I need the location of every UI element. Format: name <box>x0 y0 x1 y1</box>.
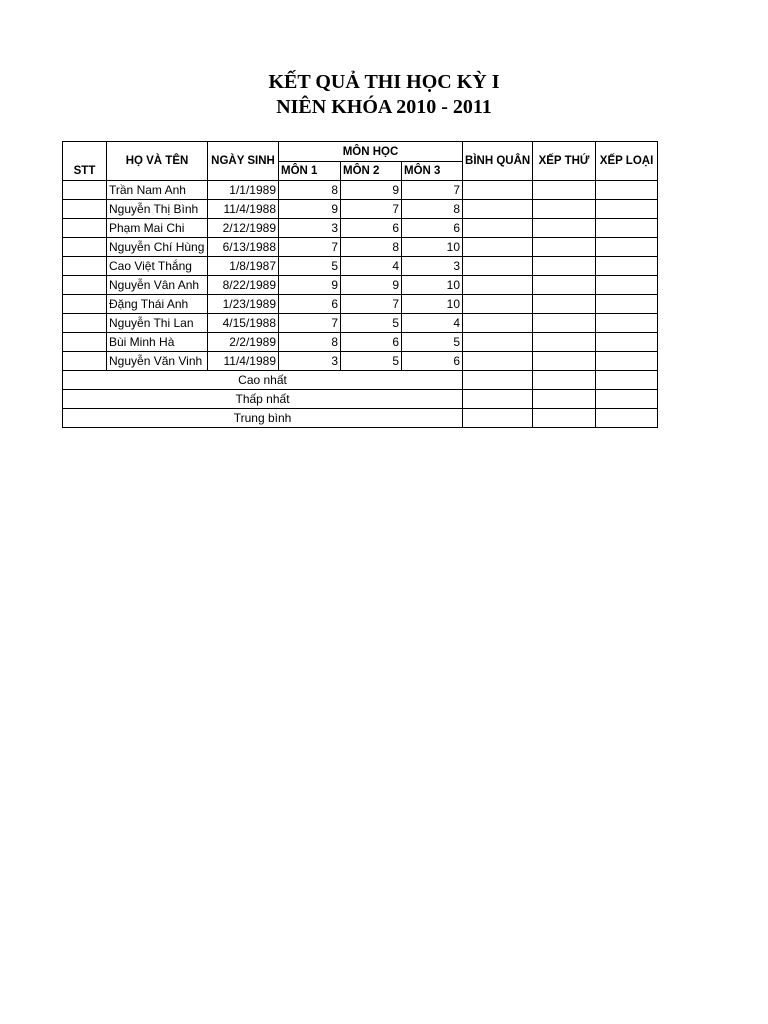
mon2-cell: 6 <box>341 219 402 238</box>
name-cell: Nguyễn Văn Vinh <box>107 352 208 371</box>
table-row <box>63 181 658 200</box>
dob-cell: 1/8/1987 <box>208 257 279 276</box>
dob-cell: 1/1/1989 <box>208 181 279 200</box>
mon2-cell: 7 <box>341 295 402 314</box>
dob-cell: 8/22/1989 <box>208 276 279 295</box>
header-average: BÌNH QUÂN <box>463 142 533 181</box>
name-cell: Đặng Thái Anh <box>107 295 208 314</box>
mon3-cell: 10 <box>402 295 463 314</box>
average-cell <box>463 200 533 219</box>
summary-label-min: Thấp nhất <box>63 390 463 409</box>
dob-cell: 2/2/1989 <box>208 333 279 352</box>
mon1-cell: 8 <box>279 333 341 352</box>
rank-cell <box>533 181 596 200</box>
average-cell <box>463 333 533 352</box>
stt-cell <box>63 333 107 352</box>
stt-cell <box>63 200 107 219</box>
summary-average-cell <box>463 409 533 428</box>
grade-cell <box>596 200 658 219</box>
mon1-cell: 9 <box>279 276 341 295</box>
mon3-cell: 6 <box>402 219 463 238</box>
name-cell: Nguyễn Vân Anh <box>107 276 208 295</box>
average-cell <box>463 314 533 333</box>
name-cell: Bùi Minh Hà <box>107 333 208 352</box>
header-subjects: MÔN HỌC <box>279 142 463 162</box>
rank-cell <box>533 257 596 276</box>
stt-cell <box>63 181 107 200</box>
average-cell <box>463 181 533 200</box>
table-row <box>63 238 658 257</box>
rank-cell <box>533 295 596 314</box>
summary-grade-cell <box>596 409 658 428</box>
rank-cell <box>533 333 596 352</box>
dob-cell: 6/13/1988 <box>208 238 279 257</box>
grade-cell <box>596 352 658 371</box>
header-name: HỌ VÀ TÊN <box>107 142 208 181</box>
grade-cell <box>596 276 658 295</box>
table-row <box>63 219 658 238</box>
mon2-cell: 7 <box>341 200 402 219</box>
mon1-cell: 3 <box>279 219 341 238</box>
dob-cell: 2/12/1989 <box>208 219 279 238</box>
stt-cell <box>63 314 107 333</box>
rank-cell <box>533 238 596 257</box>
mon2-cell: 9 <box>341 181 402 200</box>
dob-cell: 1/23/1989 <box>208 295 279 314</box>
summary-row-min <box>63 390 658 409</box>
mon1-cell: 7 <box>279 238 341 257</box>
rank-cell <box>533 352 596 371</box>
average-cell <box>463 276 533 295</box>
dob-cell: 4/15/1988 <box>208 314 279 333</box>
name-cell: Nguyễn Chí Hùng <box>107 238 208 257</box>
header-dob: NGÀY SINH <box>208 142 279 181</box>
mon1-cell: 7 <box>279 314 341 333</box>
header-mon2: MÔN 2 <box>341 162 402 181</box>
mon2-cell: 8 <box>341 238 402 257</box>
mon1-cell: 6 <box>279 295 341 314</box>
summary-grade-cell <box>596 390 658 409</box>
name-cell: Cao Việt Thắng <box>107 257 208 276</box>
header-grade: XẾP LOẠI <box>596 142 658 181</box>
summary-rank-cell <box>533 390 596 409</box>
grade-cell <box>596 238 658 257</box>
mon1-cell: 9 <box>279 200 341 219</box>
summary-label-max: Cao nhất <box>63 371 463 390</box>
mon3-cell: 3 <box>402 257 463 276</box>
mon3-cell: 10 <box>402 238 463 257</box>
mon1-cell: 8 <box>279 181 341 200</box>
average-cell <box>463 238 533 257</box>
grade-cell <box>596 181 658 200</box>
summary-rank-cell <box>533 409 596 428</box>
grade-cell <box>596 219 658 238</box>
rank-cell <box>533 219 596 238</box>
summary-label-mean: Trung bình <box>63 409 463 428</box>
dob-cell: 11/4/1989 <box>208 352 279 371</box>
summary-row-mean <box>63 409 658 428</box>
page-title: KẾT QUẢ THI HỌC KỲ I <box>268 71 500 93</box>
dob-cell: 11/4/1988 <box>208 200 279 219</box>
average-cell <box>463 257 533 276</box>
header-row-1 <box>63 142 658 162</box>
mon2-cell: 4 <box>341 257 402 276</box>
mon1-cell: 3 <box>279 352 341 371</box>
average-cell <box>463 295 533 314</box>
table-row <box>63 257 658 276</box>
average-cell <box>463 219 533 238</box>
mon2-cell: 5 <box>341 314 402 333</box>
name-cell: Phạm Mai Chi <box>107 219 208 238</box>
stt-cell <box>63 276 107 295</box>
table-row <box>63 333 658 352</box>
grade-cell <box>596 333 658 352</box>
header-stt: STT <box>63 142 107 181</box>
name-cell: Trần Nam Anh <box>107 181 208 200</box>
mon3-cell: 4 <box>402 314 463 333</box>
grade-cell <box>596 314 658 333</box>
mon3-cell: 5 <box>402 333 463 352</box>
mon3-cell: 8 <box>402 200 463 219</box>
stt-cell <box>63 352 107 371</box>
summary-average-cell <box>463 390 533 409</box>
summary-row-max <box>63 371 658 390</box>
rank-cell <box>533 276 596 295</box>
grade-cell <box>596 295 658 314</box>
results-table <box>62 141 658 428</box>
name-cell: Nguyễn Thi Lan <box>107 314 208 333</box>
mon3-cell: 6 <box>402 352 463 371</box>
stt-cell <box>63 257 107 276</box>
mon2-cell: 5 <box>341 352 402 371</box>
table-row <box>63 295 658 314</box>
table-row <box>63 314 658 333</box>
average-cell <box>463 352 533 371</box>
table-row <box>63 276 658 295</box>
stt-cell <box>63 238 107 257</box>
mon3-cell: 10 <box>402 276 463 295</box>
grade-cell <box>596 257 658 276</box>
stt-cell <box>63 219 107 238</box>
mon1-cell: 5 <box>279 257 341 276</box>
stt-cell <box>63 295 107 314</box>
mon3-cell: 7 <box>402 181 463 200</box>
name-cell: Nguyễn Thị Bình <box>107 200 208 219</box>
mon2-cell: 6 <box>341 333 402 352</box>
summary-rank-cell <box>533 371 596 390</box>
table-row <box>63 352 658 371</box>
mon2-cell: 9 <box>341 276 402 295</box>
rank-cell <box>533 200 596 219</box>
summary-grade-cell <box>596 371 658 390</box>
page-subtitle: NIÊN KHÓA 2010 - 2011 <box>276 96 492 118</box>
header-mon3: MÔN 3 <box>402 162 463 181</box>
header-rank: XẾP THỨ <box>533 142 596 181</box>
table-row <box>63 200 658 219</box>
summary-average-cell <box>463 371 533 390</box>
rank-cell <box>533 314 596 333</box>
header-mon1: MÔN 1 <box>279 162 341 181</box>
